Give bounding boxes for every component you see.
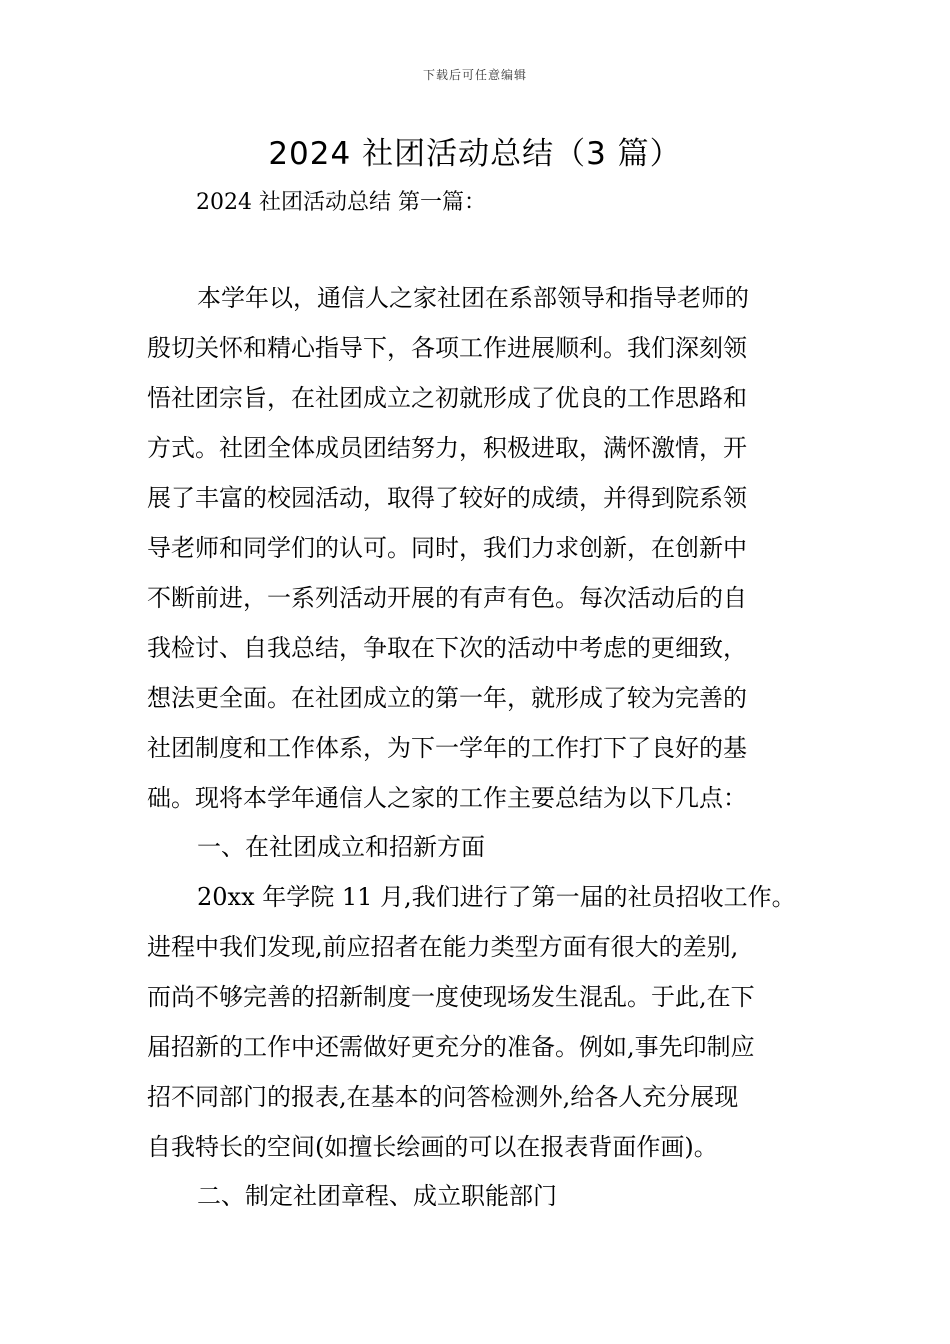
section-heading: 二、制定社团章程、成立职能部门 <box>197 1182 557 1210</box>
document-title: 2024 社团活动总结（3 篇） <box>268 136 682 172</box>
body-line: 殷切关怀和精心指导下，各项工作进展顺利。我们深刻领 <box>147 334 747 362</box>
body-line: 础。现将本学年通信人之家的工作主要总结为以下几点： <box>147 784 747 812</box>
body-line: 届招新的工作中还需做好更充分的准备。例如,事先印制应 <box>147 1033 755 1061</box>
body-line: 想法更全面。在社团成立的第一年，就形成了较为完善的 <box>147 684 747 712</box>
body-line: 进程中我们发现,前应招者在能力类型方面有很大的差别, <box>147 933 739 961</box>
body-line: 20xx 年学院 11 月,我们进行了第一届的社员招收工作。 <box>197 883 796 911</box>
section-heading: 一、在社团成立和招新方面 <box>197 833 485 861</box>
body-line: 展了丰富的校园活动，取得了较好的成绩，并得到院系领 <box>147 484 747 512</box>
body-line: 悟社团宗旨，在社团成立之初就形成了优良的工作思路和 <box>147 384 747 412</box>
body-line: 不断前进，一系列活动开展的有声有色。每次活动后的自 <box>147 584 747 612</box>
body-line: 导老师和同学们的认可。同时，我们力求创新，在创新中 <box>147 534 747 562</box>
body-line: 自我特长的空间(如擅长绘画的可以在报表背面作画)。 <box>147 1133 718 1161</box>
body-line: 我检讨、自我总结，争取在下次的活动中考虑的更细致， <box>147 634 747 662</box>
body-line: 本学年以，通信人之家社团在系部领导和指导老师的 <box>197 284 749 312</box>
body-line: 而尚不够完善的招新制度一度使现场发生混乱。于此,在下 <box>147 983 755 1011</box>
header-note: 下载后可任意编辑 <box>422 68 527 82</box>
body-line: 招不同部门的报表,在基本的问答检测外,给各人充分展现 <box>147 1083 739 1111</box>
body-line: 方式。社团全体成员团结努力，积极进取，满怀激情，开 <box>147 434 747 462</box>
body-line: 社团制度和工作体系，为下一学年的工作打下了良好的基 <box>147 734 747 762</box>
section-subheading: 2024 社团活动总结 第一篇： <box>196 190 486 215</box>
